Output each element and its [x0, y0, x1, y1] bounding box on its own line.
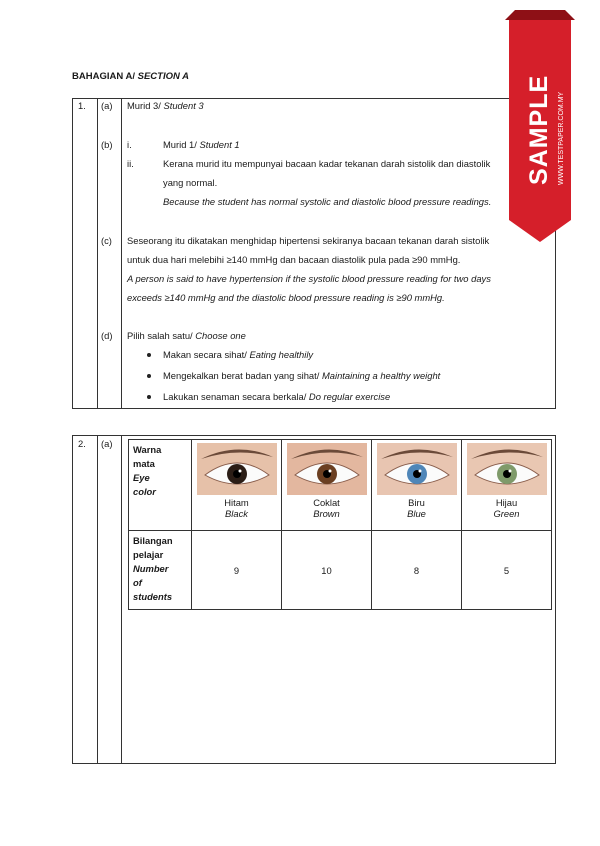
q1b-ii-ms-line1: Kerana murid itu mempunyai bacaan kadar tekanan darah sistolik dan diastolik — [163, 158, 491, 169]
green-eye-image — [467, 443, 547, 495]
eye-column-black — [192, 440, 282, 531]
q1c-label: (c) — [101, 235, 112, 246]
eye-en-black: Black — [225, 508, 248, 519]
table-row — [129, 531, 552, 610]
header-en-2: color — [133, 486, 156, 497]
section-title — [72, 71, 189, 82]
eye-column-green — [462, 440, 552, 531]
count-blue: 8 — [372, 531, 462, 610]
sample-ribbon-watermark — [505, 10, 575, 245]
eye-column-brown — [282, 440, 372, 531]
q1d-instruction — [127, 330, 246, 342]
bullet-icon — [147, 395, 151, 399]
count-header-ms-1: Bilangan — [133, 535, 173, 546]
q1a-ms: Murid 3/ — [127, 100, 164, 111]
q1c-en-line2: exceeds ≥140 mmHg and the diastolic blood pressure reading is ≥90 mmHg. — [127, 292, 445, 303]
eye-ms-green: Hijau — [495, 497, 518, 508]
q1b-i-ms: Murid 1/ — [163, 139, 200, 150]
q1d-label: (d) — [101, 330, 113, 341]
brown-eye-image — [287, 443, 367, 495]
eye-en-blue: Blue — [407, 508, 426, 519]
q1a-en: Student 3 — [163, 100, 204, 111]
section-label-en: SECTION A — [137, 71, 189, 82]
bullet-icon — [147, 353, 151, 357]
header-ms-1: Warna — [133, 444, 162, 455]
q1a-label: (a) — [101, 100, 113, 111]
q1a-answer — [127, 100, 204, 112]
count-brown: 10 — [282, 531, 372, 610]
ribbon-site-text: WWW.TESTPAPER.COM.MY — [558, 91, 565, 185]
section-label-ms: BAHAGIAN A/ — [72, 71, 138, 82]
students-count-header — [129, 531, 192, 610]
eye-column-blue — [372, 440, 462, 531]
q1b-i-en: Student 1 — [199, 139, 240, 150]
header-en-1: Eye — [133, 472, 150, 483]
q1c-ms-line2: untuk dua hari melebihi ≥140 mmHg dan bacaan diastolik pula pada ≥90 mmHg. — [127, 254, 461, 265]
blue-eye-image — [377, 443, 457, 495]
q1b-ii-en: Because the student has normal systolic and diastolic blood pressure readings. — [163, 196, 492, 207]
count-header-ms-2: pelajar — [133, 549, 164, 560]
count-header-en-1: Number — [133, 563, 169, 574]
q1b-i-label: i. — [127, 139, 132, 150]
eye-color-table — [128, 439, 552, 610]
count-black: 9 — [192, 531, 282, 610]
q1d-en: Choose one — [195, 330, 246, 341]
black-eye-image — [197, 443, 277, 495]
q1d-item-3-en: Do regular exercise — [308, 391, 391, 402]
eye-color-header — [129, 440, 192, 531]
q1d-item-3-ms: Lakukan senaman secara berkala/ — [163, 391, 309, 402]
q1b-label: (b) — [101, 139, 113, 150]
eye-en-brown: Brown — [313, 508, 340, 519]
q1-number: 1. — [78, 100, 86, 111]
q1d-item-2-en: Maintaining a healthy weight — [321, 370, 441, 381]
eye-ms-black: Hitam — [224, 497, 249, 508]
eye-ms-brown: Coklat — [313, 497, 340, 508]
q1d-item-3 — [163, 391, 390, 403]
q1b-i-answer — [163, 139, 240, 151]
count-header-en-3: students — [133, 591, 173, 602]
eye-en-green: Green — [493, 508, 520, 519]
q2a-label: (a) — [101, 438, 113, 449]
table-row — [129, 440, 552, 531]
q1b-ii-label: ii. — [127, 158, 134, 169]
q1c-ms-line1: Seseorang itu dikatakan menghidap hipertensi sekiranya bacaan tekanan darah sistolik — [127, 235, 490, 246]
count-header-en-2: of — [133, 577, 142, 588]
q1d-ms: Pilih salah satu/ — [127, 330, 196, 341]
q2-number: 2. — [78, 438, 86, 449]
eye-ms-blue: Biru — [408, 497, 425, 508]
q1d-item-2-ms: Mengekalkan berat badan yang sihat/ — [163, 370, 322, 381]
q1d-item-1-en: Eating healthily — [249, 349, 314, 360]
header-ms-2: mata — [133, 458, 155, 469]
count-green: 5 — [462, 531, 552, 610]
q1d-item-1-ms: Makan secara sihat/ — [163, 349, 250, 360]
q1d-item-1 — [163, 349, 313, 361]
q1b-ii-ms-line2: yang normal. — [163, 177, 218, 188]
q1d-item-2 — [163, 370, 440, 382]
bullet-icon — [147, 374, 151, 378]
ribbon-sample-text: SAMPLE — [525, 74, 553, 185]
q1c-en-line1: A person is said to have hypertension if the systolic blood pressure reading for two days — [127, 273, 491, 284]
